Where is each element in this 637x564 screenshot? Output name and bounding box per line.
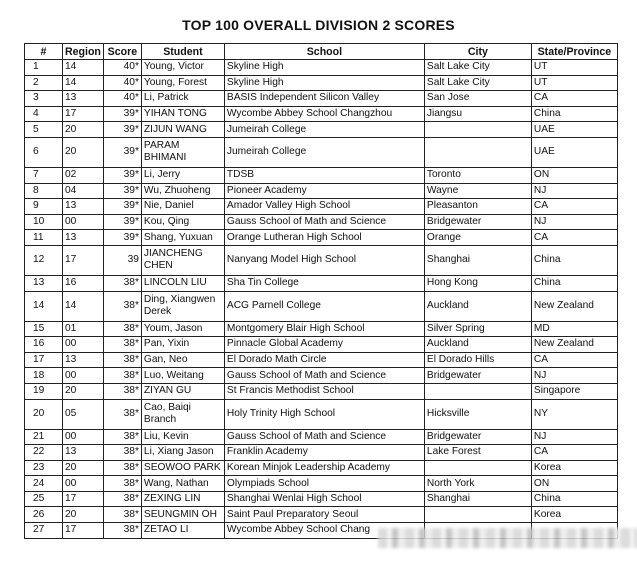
state-cell: China xyxy=(531,275,617,291)
city-cell: El Dorado Hills xyxy=(424,352,531,368)
city-cell: Bridgewater xyxy=(424,214,531,230)
score-cell: 38* xyxy=(103,429,141,445)
student-cell: Li, Jerry xyxy=(141,167,224,183)
city-cell xyxy=(424,137,531,167)
region-cell: 20 xyxy=(63,122,104,138)
city-cell: Bridgewater xyxy=(424,368,531,384)
school-cell: TDSB xyxy=(224,167,424,183)
student-cell: SEOWOO PARK xyxy=(141,460,224,476)
student-cell: Nie, Daniel xyxy=(141,199,224,215)
student-cell: Wu, Zhuoheng xyxy=(141,183,224,199)
region-cell: 13 xyxy=(63,199,104,215)
school-cell: Korean Minjok Leadership Academy xyxy=(224,460,424,476)
school-cell: Holy Trinity High School xyxy=(224,399,424,429)
score-cell: 40* xyxy=(103,75,141,91)
student-cell: Luo, Weitang xyxy=(141,368,224,384)
student-cell: Ding, Xiangwen Derek xyxy=(141,291,224,321)
region-cell: 00 xyxy=(63,214,104,230)
table-row xyxy=(25,183,618,199)
col-header-city: City xyxy=(424,44,531,60)
student-cell: Young, Forest xyxy=(141,75,224,91)
school-cell: El Dorado Math Circle xyxy=(224,352,424,368)
score-cell: 39* xyxy=(103,137,141,167)
rank-cell: 6 xyxy=(25,137,63,167)
state-cell: NJ xyxy=(531,368,617,384)
city-cell: Salt Lake City xyxy=(424,75,531,91)
city-cell: Hicksville xyxy=(424,399,531,429)
score-cell: 40* xyxy=(103,91,141,107)
col-header-student: Student xyxy=(141,44,224,60)
state-cell: Singapore xyxy=(531,383,617,399)
city-cell: San Jose xyxy=(424,91,531,107)
student-cell: Kou, Qing xyxy=(141,214,224,230)
col-header-score: Score xyxy=(103,44,141,60)
blurred-watermark xyxy=(378,528,637,548)
region-cell: 00 xyxy=(63,476,104,492)
header-row xyxy=(25,44,618,60)
state-cell: MD xyxy=(531,321,617,337)
region-cell: 13 xyxy=(63,352,104,368)
student-cell: YIHAN TONG xyxy=(141,106,224,122)
city-cell xyxy=(424,507,531,523)
city-cell: Salt Lake City xyxy=(424,60,531,76)
col-header-state: State/Province xyxy=(531,44,617,60)
city-cell xyxy=(424,122,531,138)
rank-cell: 9 xyxy=(25,199,63,215)
state-cell: New Zealand xyxy=(531,337,617,353)
city-cell: Jiangsu xyxy=(424,106,531,122)
student-cell: Cao, Baiqi Branch xyxy=(141,399,224,429)
rank-cell: 21 xyxy=(25,429,63,445)
score-cell: 38* xyxy=(103,383,141,399)
state-cell: CA xyxy=(531,199,617,215)
rank-cell: 10 xyxy=(25,214,63,230)
school-cell: Gauss School of Math and Science xyxy=(224,429,424,445)
region-cell: 13 xyxy=(63,230,104,246)
student-cell: Youm, Jason xyxy=(141,321,224,337)
school-cell: BASIS Independent Silicon Valley xyxy=(224,91,424,107)
rank-cell: 15 xyxy=(25,321,63,337)
state-cell: NY xyxy=(531,399,617,429)
school-cell: Franklin Academy xyxy=(224,445,424,461)
table-row xyxy=(25,60,618,76)
table-row xyxy=(25,399,618,429)
city-cell: Auckland xyxy=(424,337,531,353)
table-row xyxy=(25,106,618,122)
state-cell: UAE xyxy=(531,122,617,138)
city-cell xyxy=(424,383,531,399)
city-cell: North York xyxy=(424,476,531,492)
rank-cell: 18 xyxy=(25,368,63,384)
region-cell: 13 xyxy=(63,445,104,461)
student-cell: Pan, Yixin xyxy=(141,337,224,353)
state-cell: UT xyxy=(531,60,617,76)
school-cell: Olympiads School xyxy=(224,476,424,492)
table-row xyxy=(25,460,618,476)
table-row xyxy=(25,368,618,384)
score-cell: 39* xyxy=(103,122,141,138)
table-row xyxy=(25,429,618,445)
score-cell: 38* xyxy=(103,399,141,429)
score-cell: 38* xyxy=(103,491,141,507)
region-cell: 20 xyxy=(63,137,104,167)
student-cell: ZIJUN WANG xyxy=(141,122,224,138)
region-cell: 01 xyxy=(63,321,104,337)
city-cell: Pleasanton xyxy=(424,199,531,215)
rank-cell: 17 xyxy=(25,352,63,368)
student-cell: Wang, Nathan xyxy=(141,476,224,492)
table-row xyxy=(25,199,618,215)
table-row xyxy=(25,75,618,91)
rank-cell: 26 xyxy=(25,507,63,523)
rank-cell: 23 xyxy=(25,460,63,476)
table-row xyxy=(25,137,618,167)
state-cell: CA xyxy=(531,445,617,461)
region-cell: 00 xyxy=(63,429,104,445)
table-row xyxy=(25,214,618,230)
rank-cell: 11 xyxy=(25,230,63,246)
school-cell: Wycombe Abbey School Chang xyxy=(224,523,424,539)
table-body xyxy=(25,60,618,539)
state-cell: China xyxy=(531,491,617,507)
table-row xyxy=(25,507,618,523)
region-cell: 02 xyxy=(63,167,104,183)
student-cell: JIANCHENG CHEN xyxy=(141,245,224,275)
scores-table xyxy=(24,43,618,539)
region-cell: 05 xyxy=(63,399,104,429)
state-cell: China xyxy=(531,106,617,122)
score-cell: 39* xyxy=(103,183,141,199)
table-row xyxy=(25,321,618,337)
school-cell: Nanyang Model High School xyxy=(224,245,424,275)
city-cell: Toronto xyxy=(424,167,531,183)
student-cell: Shang, Yuxuan xyxy=(141,230,224,246)
city-cell xyxy=(424,460,531,476)
rank-cell: 12 xyxy=(25,245,63,275)
table-row xyxy=(25,91,618,107)
school-cell: Montgomery Blair High School xyxy=(224,321,424,337)
city-cell: Wayne xyxy=(424,183,531,199)
score-cell: 39 xyxy=(103,245,141,275)
region-cell: 00 xyxy=(63,337,104,353)
rank-cell: 2 xyxy=(25,75,63,91)
region-cell: 14 xyxy=(63,75,104,91)
state-cell: NJ xyxy=(531,429,617,445)
student-cell: SEUNGMIN OH xyxy=(141,507,224,523)
state-cell: UT xyxy=(531,75,617,91)
school-cell: Shanghai Wenlai High School xyxy=(224,491,424,507)
state-cell: Korea xyxy=(531,460,617,476)
student-cell: ZEXING LIN xyxy=(141,491,224,507)
rank-cell: 13 xyxy=(25,275,63,291)
school-cell: Skyline High xyxy=(224,60,424,76)
state-cell: NJ xyxy=(531,214,617,230)
score-cell: 38* xyxy=(103,476,141,492)
rank-cell: 25 xyxy=(25,491,63,507)
rank-cell: 27 xyxy=(25,523,63,539)
city-cell: Auckland xyxy=(424,291,531,321)
state-cell: ON xyxy=(531,167,617,183)
score-cell: 38* xyxy=(103,368,141,384)
student-cell: Young, Victor xyxy=(141,60,224,76)
region-cell: 00 xyxy=(63,368,104,384)
city-cell: Orange xyxy=(424,230,531,246)
rank-cell: 3 xyxy=(25,91,63,107)
region-cell: 14 xyxy=(63,60,104,76)
city-cell: Lake Forest xyxy=(424,445,531,461)
school-cell: Gauss School of Math and Science xyxy=(224,368,424,384)
table-row xyxy=(25,275,618,291)
score-cell: 38* xyxy=(103,523,141,539)
city-cell: Silver Spring xyxy=(424,321,531,337)
table-row xyxy=(25,245,618,275)
school-cell: Jumeirah College xyxy=(224,122,424,138)
student-cell: Li, Patrick xyxy=(141,91,224,107)
city-cell: Bridgewater xyxy=(424,429,531,445)
score-cell: 38* xyxy=(103,337,141,353)
rank-cell: 16 xyxy=(25,337,63,353)
rank-cell: 14 xyxy=(25,291,63,321)
school-cell: Gauss School of Math and Science xyxy=(224,214,424,230)
region-cell: 14 xyxy=(63,291,104,321)
table-row xyxy=(25,491,618,507)
col-header-region: Region xyxy=(63,44,104,60)
rank-cell: 5 xyxy=(25,122,63,138)
score-cell: 38* xyxy=(103,445,141,461)
score-cell: 39* xyxy=(103,199,141,215)
region-cell: 13 xyxy=(63,91,104,107)
state-cell: NJ xyxy=(531,183,617,199)
region-cell: 20 xyxy=(63,383,104,399)
school-cell: Pioneer Academy xyxy=(224,183,424,199)
school-cell: Sha Tin College xyxy=(224,275,424,291)
rank-cell: 20 xyxy=(25,399,63,429)
region-cell: 17 xyxy=(63,106,104,122)
state-cell: UAE xyxy=(531,137,617,167)
school-cell: Pinnacle Global Academy xyxy=(224,337,424,353)
rank-cell: 19 xyxy=(25,383,63,399)
city-cell: Hong Kong xyxy=(424,275,531,291)
rank-cell: 24 xyxy=(25,476,63,492)
table-row xyxy=(25,383,618,399)
rank-cell: 1 xyxy=(25,60,63,76)
score-cell: 38* xyxy=(103,291,141,321)
region-cell: 16 xyxy=(63,275,104,291)
city-cell: Shanghai xyxy=(424,245,531,275)
score-cell: 39* xyxy=(103,167,141,183)
table-row xyxy=(25,122,618,138)
student-cell: LINCOLN LIU xyxy=(141,275,224,291)
table-row xyxy=(25,337,618,353)
student-cell: ZETAO LI xyxy=(141,523,224,539)
col-header-rank: # xyxy=(25,44,63,60)
score-cell: 39* xyxy=(103,106,141,122)
student-cell: PARAM BHIMANI xyxy=(141,137,224,167)
state-cell: ON xyxy=(531,476,617,492)
score-cell: 39* xyxy=(103,230,141,246)
state-cell: CA xyxy=(531,352,617,368)
state-cell: New Zealand xyxy=(531,291,617,321)
region-cell: 17 xyxy=(63,523,104,539)
school-cell: Wycombe Abbey School Changzhou xyxy=(224,106,424,122)
state-cell: Korea xyxy=(531,507,617,523)
score-cell: 38* xyxy=(103,275,141,291)
state-cell: China xyxy=(531,245,617,275)
school-cell: St Francis Methodist School xyxy=(224,383,424,399)
region-cell: 04 xyxy=(63,183,104,199)
region-cell: 17 xyxy=(63,245,104,275)
region-cell: 20 xyxy=(63,460,104,476)
student-cell: Liu, Kevin xyxy=(141,429,224,445)
rank-cell: 22 xyxy=(25,445,63,461)
table-row xyxy=(25,476,618,492)
col-header-school: School xyxy=(224,44,424,60)
table-row xyxy=(25,167,618,183)
school-cell: Orange Lutheran High School xyxy=(224,230,424,246)
table-row xyxy=(25,230,618,246)
state-cell: CA xyxy=(531,91,617,107)
region-cell: 17 xyxy=(63,491,104,507)
state-cell: CA xyxy=(531,230,617,246)
rank-cell: 4 xyxy=(25,106,63,122)
student-cell: ZIYAN GU xyxy=(141,383,224,399)
region-cell: 20 xyxy=(63,507,104,523)
school-cell: Saint Paul Preparatory Seoul xyxy=(224,507,424,523)
rank-cell: 8 xyxy=(25,183,63,199)
score-cell: 38* xyxy=(103,460,141,476)
score-cell: 38* xyxy=(103,352,141,368)
table-row xyxy=(25,352,618,368)
school-cell: Skyline High xyxy=(224,75,424,91)
city-cell: Shanghai xyxy=(424,491,531,507)
table-row xyxy=(25,291,618,321)
student-cell: Gan, Neo xyxy=(141,352,224,368)
school-cell: ACG Parnell College xyxy=(224,291,424,321)
rank-cell: 7 xyxy=(25,167,63,183)
score-cell: 39* xyxy=(103,214,141,230)
student-cell: Li, Xiang Jason xyxy=(141,445,224,461)
school-cell: Jumeirah College xyxy=(224,137,424,167)
score-cell: 40* xyxy=(103,60,141,76)
page-title: TOP 100 OVERALL DIVISION 2 SCORES xyxy=(182,17,455,33)
score-cell: 38* xyxy=(103,507,141,523)
table-row xyxy=(25,445,618,461)
school-cell: Amador Valley High School xyxy=(224,199,424,215)
score-cell: 38* xyxy=(103,321,141,337)
